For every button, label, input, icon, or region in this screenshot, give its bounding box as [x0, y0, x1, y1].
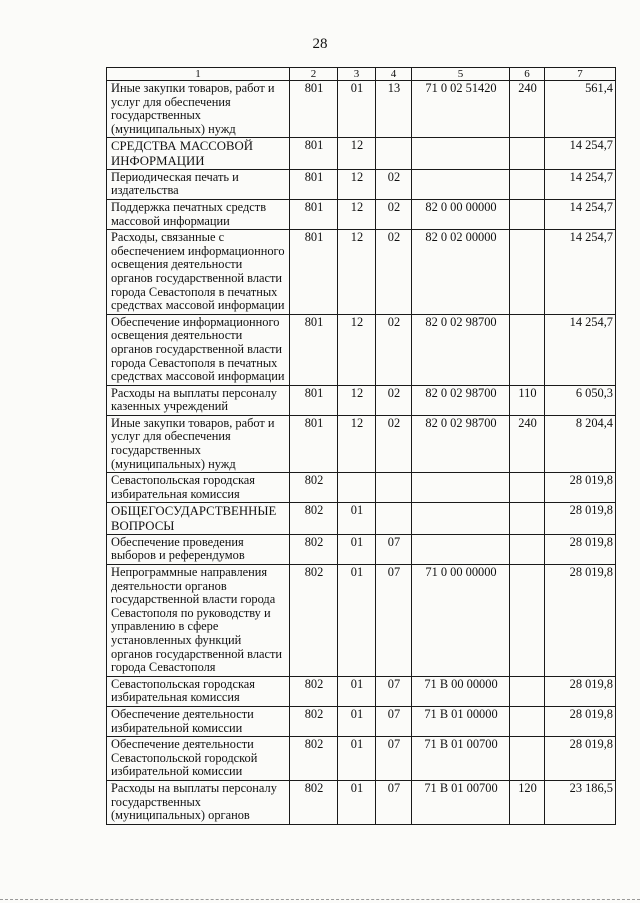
- cell-name: Обеспечение деятельности избирательной комиссии: [107, 706, 290, 736]
- cell-name: Расходы, связанные с обеспечением информационного освещения деятельности органов государственной власти города Севастополя в печатных средствах массовой информации: [107, 230, 290, 315]
- page-edge-divider: [0, 899, 640, 900]
- cell-amount: 28 019,8: [545, 737, 616, 781]
- cell-target-article: 71 0 02 51420: [412, 81, 510, 138]
- cell-subsection: 07: [376, 706, 412, 736]
- cell-ministry-code: 801: [290, 415, 338, 472]
- cell-ministry-code: 802: [290, 706, 338, 736]
- table-row: [107, 473, 616, 503]
- cell-section: 12: [338, 199, 376, 229]
- cell-name: Севастопольская городская избирательная комиссия: [107, 473, 290, 503]
- cell-amount: 14 254,7: [545, 138, 616, 169]
- cell-target-article: 71 0 00 00000: [412, 565, 510, 677]
- table-row: [107, 385, 616, 415]
- cell-amount: 14 254,7: [545, 199, 616, 229]
- budget-table: [106, 67, 616, 825]
- cell-name: Расходы на выплаты персоналу государственных (муниципальных) органов: [107, 780, 290, 824]
- cell-target-article: 82 0 02 98700: [412, 415, 510, 472]
- cell-target-article: [412, 534, 510, 564]
- cell-name: Непрограммные направления деятельности органов государственной власти города Севастополя по руководству и управлению в сфере установленных функций органов государственной власти города Севастополя: [107, 565, 290, 677]
- header-cell-5: 5: [412, 68, 510, 81]
- cell-amount: 8 204,4: [545, 415, 616, 472]
- cell-subsection: [376, 138, 412, 169]
- cell-subsection: 07: [376, 676, 412, 706]
- cell-expense-type: [510, 706, 545, 736]
- cell-ministry-code: 802: [290, 565, 338, 677]
- table-row: [107, 780, 616, 824]
- table-row: [107, 314, 616, 385]
- table-row: [107, 503, 616, 534]
- cell-expense-type: [510, 534, 545, 564]
- cell-ministry-code: 801: [290, 169, 338, 199]
- cell-amount: 28 019,8: [545, 706, 616, 736]
- cell-section: 12: [338, 314, 376, 385]
- cell-ministry-code: 802: [290, 676, 338, 706]
- cell-expense-type: 110: [510, 385, 545, 415]
- table-row: [107, 534, 616, 564]
- cell-name: Поддержка печатных средств массовой информации: [107, 199, 290, 229]
- cell-expense-type: [510, 230, 545, 315]
- cell-expense-type: 240: [510, 415, 545, 472]
- cell-subsection: 02: [376, 199, 412, 229]
- cell-subsection: 07: [376, 534, 412, 564]
- cell-subsection: 07: [376, 565, 412, 677]
- cell-section: 01: [338, 503, 376, 534]
- cell-name: Периодическая печать и издательства: [107, 169, 290, 199]
- cell-amount: 23 186,5: [545, 780, 616, 824]
- header-cell-7: 7: [545, 68, 616, 81]
- cell-expense-type: [510, 314, 545, 385]
- cell-subsection: 02: [376, 385, 412, 415]
- cell-expense-type: [510, 473, 545, 503]
- cell-ministry-code: 801: [290, 385, 338, 415]
- table-row: [107, 138, 616, 169]
- cell-amount: 28 019,8: [545, 473, 616, 503]
- cell-subsection: 02: [376, 230, 412, 315]
- cell-ministry-code: 801: [290, 138, 338, 169]
- cell-target-article: [412, 138, 510, 169]
- table-row: [107, 415, 616, 472]
- cell-name: СРЕДСТВА МАССОВОЙ ИНФОРМАЦИИ: [107, 138, 290, 169]
- cell-ministry-code: 802: [290, 780, 338, 824]
- cell-expense-type: [510, 138, 545, 169]
- cell-subsection: 02: [376, 314, 412, 385]
- cell-ministry-code: 802: [290, 737, 338, 781]
- cell-section: 01: [338, 81, 376, 138]
- cell-name: Обеспечение деятельности Севастопольской городской избирательной комиссии: [107, 737, 290, 781]
- page-number: 28: [312, 36, 328, 52]
- table-row: [107, 199, 616, 229]
- cell-amount: 14 254,7: [545, 230, 616, 315]
- cell-name: Обеспечение проведения выборов и референдумов: [107, 534, 290, 564]
- cell-expense-type: [510, 565, 545, 677]
- cell-section: 12: [338, 169, 376, 199]
- cell-target-article: 82 0 00 00000: [412, 199, 510, 229]
- cell-amount: 28 019,8: [545, 565, 616, 677]
- cell-subsection: 07: [376, 780, 412, 824]
- cell-section: 01: [338, 565, 376, 677]
- cell-ministry-code: 801: [290, 314, 338, 385]
- cell-ministry-code: 802: [290, 534, 338, 564]
- table-row: [107, 737, 616, 781]
- cell-name: Иные закупки товаров, работ и услуг для обеспечения государственных (муниципальных) нужд: [107, 415, 290, 472]
- cell-subsection: [376, 503, 412, 534]
- header-cell-6: 6: [510, 68, 545, 81]
- cell-subsection: 13: [376, 81, 412, 138]
- cell-amount: 28 019,8: [545, 503, 616, 534]
- header-cell-3: 3: [338, 68, 376, 81]
- cell-ministry-code: 801: [290, 230, 338, 315]
- table-row: [107, 706, 616, 736]
- header-cell-1: 1: [107, 68, 290, 81]
- cell-ministry-code: 802: [290, 503, 338, 534]
- cell-target-article: 82 0 02 98700: [412, 385, 510, 415]
- cell-amount: 6 050,3: [545, 385, 616, 415]
- table-header-row: [107, 68, 616, 81]
- cell-ministry-code: 801: [290, 199, 338, 229]
- cell-subsection: 02: [376, 415, 412, 472]
- cell-section: 01: [338, 737, 376, 781]
- table-row: [107, 81, 616, 138]
- cell-section: 01: [338, 780, 376, 824]
- cell-amount: 28 019,8: [545, 534, 616, 564]
- cell-subsection: [376, 473, 412, 503]
- cell-expense-type: [510, 676, 545, 706]
- cell-target-article: [412, 169, 510, 199]
- cell-expense-type: [510, 169, 545, 199]
- table-row: [107, 230, 616, 315]
- cell-name: Обеспечение информационного освещения деятельности органов государственной власти города Севастополя в печатных средствах массовой информации: [107, 314, 290, 385]
- cell-expense-type: [510, 199, 545, 229]
- header-cell-2: 2: [290, 68, 338, 81]
- cell-section: 01: [338, 534, 376, 564]
- cell-amount: 561,4: [545, 81, 616, 138]
- cell-amount: 14 254,7: [545, 169, 616, 199]
- cell-section: 01: [338, 676, 376, 706]
- cell-target-article: [412, 503, 510, 534]
- cell-name: ОБЩЕГОСУДАРСТВЕННЫЕ ВОПРОСЫ: [107, 503, 290, 534]
- cell-expense-type: [510, 503, 545, 534]
- cell-target-article: [412, 473, 510, 503]
- cell-ministry-code: 801: [290, 81, 338, 138]
- cell-section: [338, 473, 376, 503]
- cell-section: 01: [338, 706, 376, 736]
- cell-amount: 14 254,7: [545, 314, 616, 385]
- cell-section: 12: [338, 385, 376, 415]
- cell-expense-type: 240: [510, 81, 545, 138]
- cell-target-article: 71 В 01 00700: [412, 737, 510, 781]
- cell-target-article: 71 В 01 00000: [412, 706, 510, 736]
- header-cell-4: 4: [376, 68, 412, 81]
- cell-target-article: 82 0 02 00000: [412, 230, 510, 315]
- cell-section: 12: [338, 415, 376, 472]
- cell-target-article: 71 В 01 00700: [412, 780, 510, 824]
- cell-subsection: 02: [376, 169, 412, 199]
- cell-expense-type: 120: [510, 780, 545, 824]
- cell-subsection: 07: [376, 737, 412, 781]
- cell-section: 12: [338, 230, 376, 315]
- cell-name: Иные закупки товаров, работ и услуг для обеспечения государственных (муниципальных) нужд: [107, 81, 290, 138]
- cell-target-article: 71 В 00 00000: [412, 676, 510, 706]
- cell-expense-type: [510, 737, 545, 781]
- cell-name: Расходы на выплаты персоналу казенных учреждений: [107, 385, 290, 415]
- cell-target-article: 82 0 02 98700: [412, 314, 510, 385]
- table-row: [107, 169, 616, 199]
- cell-ministry-code: 802: [290, 473, 338, 503]
- table-row: [107, 676, 616, 706]
- cell-section: 12: [338, 138, 376, 169]
- budget-table-body: [107, 68, 616, 825]
- table-row: [107, 565, 616, 677]
- cell-amount: 28 019,8: [545, 676, 616, 706]
- cell-name: Севастопольская городская избирательная комиссия: [107, 676, 290, 706]
